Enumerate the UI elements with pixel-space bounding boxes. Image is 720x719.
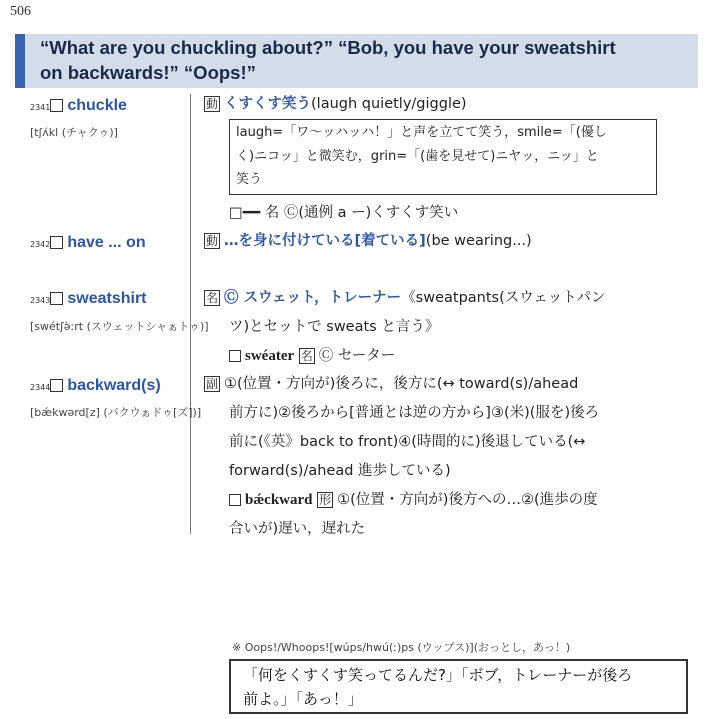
entry-number: 2341 [30,103,51,112]
entry-headword-have-on [30,232,146,252]
footnote-oops: ※ Oops!/Whoops![wúps/hwú(ː)ps (ウップス)](おっとし，あっ！) [232,641,571,654]
headword: have ... on [67,234,146,251]
banner-sentence [40,35,690,85]
derived-sweater [229,342,395,371]
derived-word: bǽckward [245,492,313,508]
definition-en: (be wearing...) [425,233,532,249]
checkbox-small-icon[interactable] [229,494,241,506]
translation-line-1: 「何をくすくす笑ってるんだ?」「ボブ，トレーナーが後ろ [243,666,633,684]
pronunciation: [swétʃə̀ːrt (スウェットシャぁトゥ)] [30,320,209,333]
definition-jp: Ⓒ スウェット，トレーナー [224,290,402,306]
banner-line-1: “What are you chuckling about?” “Bob, you have your sweatshirt [40,37,616,58]
derived-def-cont: 合いが)遅い，遅れた [229,521,366,537]
checkbox-icon[interactable] [50,99,63,112]
entry-headword-sweatshirt [30,288,147,308]
definition-note-cont: ツ)とセットで sweats と言う》 [229,319,440,335]
definition-note: 《sweatpants(スウェットパン [401,290,606,306]
entry-number: 2344 [30,383,51,392]
banner-accent-bar [15,34,25,88]
column-divider [190,94,191,534]
definition-jp: …を身に付けている[着ている] [224,233,426,249]
pronunciation: [tʃʌ́kl (チャクゥ)] [30,126,118,139]
derived-backward [229,486,598,515]
usage-note-box [229,119,657,195]
headword: sweatshirt [67,290,147,307]
headword: backward(s) [67,377,161,394]
derived-def: ①(位置・方向が)後方への…②(進歩の度 [337,492,598,508]
headword: chuckle [67,97,127,114]
definition-chuckle [204,90,467,119]
definition-line: ①(位置・方向が)後ろに，後方に(↔ toward(s)/ahead [224,376,579,392]
definition-en: (laugh quietly/giggle) [311,96,467,112]
entry-headword-chuckle [30,95,127,115]
entry-number: 2343 [30,296,51,305]
entry-number: 2342 [30,240,51,249]
checkbox-small-icon[interactable] [229,350,241,362]
pos-badge: 動 [206,97,219,111]
definition-line: forward(s)/ahead 進歩している) [229,463,451,479]
usage-note-line: laugh=「ワ〜ッハッハ！」と声を立てて笑う，smile=「(優し [236,125,607,140]
usage-note-line: く)ニコッ」と微笑む，grin=「(歯を見せて)ニヤッ，ニッ」と [236,148,599,164]
derived-word: swéater [245,348,295,364]
derived-def: Ⓒ セーター [318,348,396,364]
definition-line: 前に(《英》back to front)④(時間的に)後退している(↔ [229,434,586,450]
checkbox-icon[interactable] [50,236,63,249]
translation-box [229,659,688,714]
definition-backwards-1 [204,370,578,399]
pos-badge: 名 [206,291,219,305]
pronunciation: [bǽkwərd[z] (バクウぁドゥ[ズ])] [30,406,202,419]
checkbox-icon[interactable] [50,379,63,392]
page-number: 506 [10,4,31,19]
definition-sweatshirt [204,284,605,313]
definition-have-on [204,227,532,256]
checkbox-icon[interactable] [50,292,63,305]
entry-headword-backwards [30,375,161,395]
definition-jp: くすくす笑う [224,96,312,112]
pos-badge: 形 [319,493,332,507]
definition-line: 前方に)②後ろから[普通とは逆の方から]③(米)(服を)後ろ [229,405,600,421]
banner-line-2: on backwards!” “Oops!” [40,62,256,83]
usage-note-line: 笑う [236,172,263,187]
pos-badge: 名 [300,349,313,363]
translation-line-2: 前よ。」「あっ！」 [243,690,363,708]
pos-badge: 動 [206,234,219,248]
derived-chuckle: □━━ 名 Ⓒ(通例 a ー)くすくす笑い [229,205,459,221]
pos-badge: 副 [206,377,219,391]
